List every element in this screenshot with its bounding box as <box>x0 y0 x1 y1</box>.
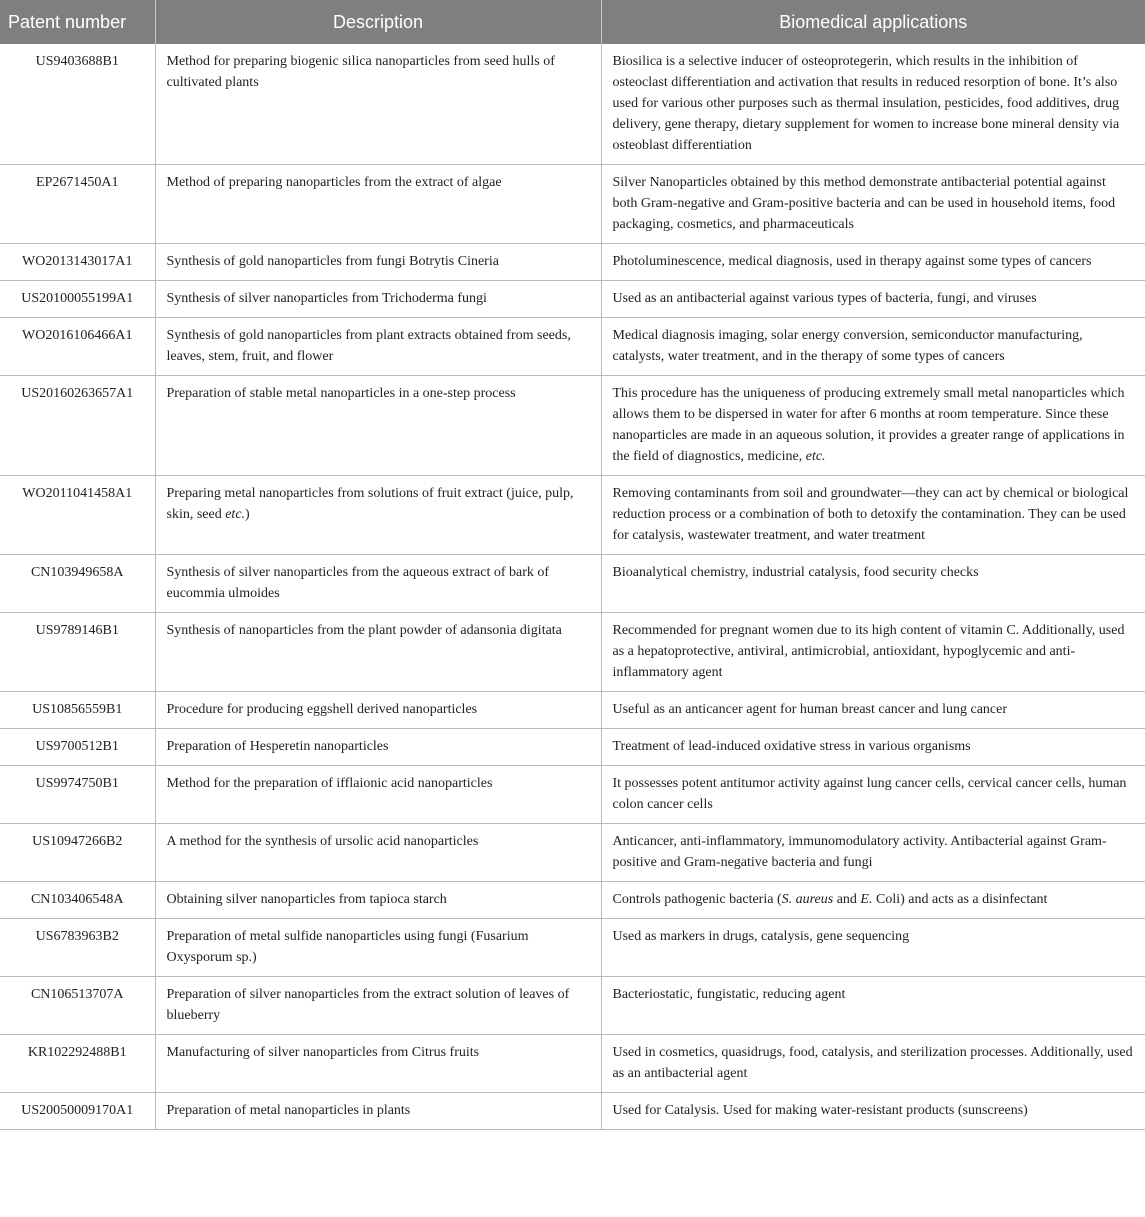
description-cell: Preparing metal nanoparticles from solutions of fruit extract (juice, pulp, skin, seed etc.) <box>155 476 601 555</box>
applications-cell: Silver Nanoparticles obtained by this method demonstrate antibacterial potential against both Gram-negative and Gram-positive bacteria and can be used in household items, food packaging, cosmetics, and pharmaceuticals <box>601 165 1145 244</box>
applications-cell: Used as an antibacterial against various types of bacteria, fungi, and viruses <box>601 281 1145 318</box>
table-row <box>0 692 1145 729</box>
description-cell: Preparation of stable metal nanoparticles in a one-step process <box>155 376 601 476</box>
table-header <box>0 0 1145 44</box>
description-cell: A method for the synthesis of ursolic acid nanoparticles <box>155 824 601 882</box>
patent-number-cell: US9700512B1 <box>0 729 155 766</box>
patent-number-cell: CN106513707A <box>0 977 155 1035</box>
applications-cell: Used as markers in drugs, catalysis, gene sequencing <box>601 919 1145 977</box>
patent-number-cell: WO2011041458A1 <box>0 476 155 555</box>
applications-cell: Anticancer, anti-inflammatory, immunomodulatory activity. Antibacterial against Gram-positive and Gram-negative bacteria and fungi <box>601 824 1145 882</box>
applications-cell: Medical diagnosis imaging, solar energy conversion, semiconductor manufacturing, catalysts, water treatment, and in the therapy of some types of cancers <box>601 318 1145 376</box>
description-cell: Obtaining silver nanoparticles from tapioca starch <box>155 882 601 919</box>
description-cell: Method for the preparation of ifflaionic acid nanoparticles <box>155 766 601 824</box>
description-cell: Preparation of metal sulfide nanoparticles using fungi (Fusarium Oxysporum sp.) <box>155 919 601 977</box>
table-row <box>0 281 1145 318</box>
description-cell: Synthesis of silver nanoparticles from Trichoderma fungi <box>155 281 601 318</box>
table-row <box>0 165 1145 244</box>
table-row <box>0 613 1145 692</box>
table-row <box>0 977 1145 1035</box>
applications-cell: It possesses potent antitumor activity against lung cancer cells, cervical cancer cells, human colon cancer cells <box>601 766 1145 824</box>
patent-number-cell: US20160263657A1 <box>0 376 155 476</box>
patent-number-cell: US9403688B1 <box>0 44 155 165</box>
patent-number-cell: KR102292488B1 <box>0 1035 155 1093</box>
patent-number-cell: WO2016106466A1 <box>0 318 155 376</box>
description-cell: Method for preparing biogenic silica nanoparticles from seed hulls of cultivated plants <box>155 44 601 165</box>
applications-cell: This procedure has the uniqueness of producing extremely small metal nanoparticles which allows them to be dispersed in water for after 6 months at room temperature. Since these nanoparticles are made in an aqueous solution, it provides a greater range of applications in the field of diagnostics, medicine, etc. <box>601 376 1145 476</box>
table-row <box>0 318 1145 376</box>
table-row <box>0 729 1145 766</box>
table-row <box>0 555 1145 613</box>
table-row <box>0 44 1145 165</box>
applications-cell: Treatment of lead-induced oxidative stress in various organisms <box>601 729 1145 766</box>
table-row <box>0 1093 1145 1130</box>
applications-cell: Bacteriostatic, fungistatic, reducing agent <box>601 977 1145 1035</box>
table-row <box>0 919 1145 977</box>
patent-number-cell: US9789146B1 <box>0 613 155 692</box>
table-row <box>0 882 1145 919</box>
table-row <box>0 476 1145 555</box>
patent-number-cell: WO2013143017A1 <box>0 244 155 281</box>
table-row <box>0 244 1145 281</box>
applications-cell: Useful as an anticancer agent for human breast cancer and lung cancer <box>601 692 1145 729</box>
description-cell: Manufacturing of silver nanoparticles from Citrus fruits <box>155 1035 601 1093</box>
description-cell: Preparation of metal nanoparticles in plants <box>155 1093 601 1130</box>
applications-cell: Biosilica is a selective inducer of osteoprotegerin, which results in the inhibition of osteoclast differentiation and activation that results in reduced resorption of bone. It’s also used for various other purposes such as thermal insulation, pesticides, food additives, drug delivery, gene therapy, dietary supplement for women to increase bone mineral density via osteoblast differentiation <box>612 54 1120 153</box>
applications-cell: Used in cosmetics, quasidrugs, food, catalysis, and sterilization processes. Additionally, used as an antibacterial agent <box>601 1035 1145 1093</box>
applications-cell: Used for Catalysis. Used for making water-resistant products (sunscreens) <box>601 1093 1145 1130</box>
applications-cell: Removing contaminants from soil and groundwater—they can act by chemical or biological reduction process or a combination of both to detoxify the contamination. They can be used for catalysis, wastewater treatment, and water treatment <box>601 476 1145 555</box>
description-cell: Preparation of silver nanoparticles from the extract solution of leaves of blueberry <box>155 977 601 1035</box>
applications-cell: Recommended for pregnant women due to its high content of vitamin C. Additionally, used as a hepatoprotective, antiviral, antimicrobial, antioxidant, hypoglycemic and anti-inflammatory agent <box>601 613 1145 692</box>
applications-cell: Photoluminescence, medical diagnosis, used in therapy against some types of cancers <box>601 244 1145 281</box>
patent-number-cell: US20100055199A1 <box>0 281 155 318</box>
table-row <box>0 1035 1145 1093</box>
applications-cell: Bioanalytical chemistry, industrial catalysis, food security checks <box>601 555 1145 613</box>
description-cell: Method of preparing nanoparticles from the extract of algae <box>155 165 601 244</box>
patent-number-cell: EP2671450A1 <box>0 165 155 244</box>
table-body <box>0 44 1145 1130</box>
description-cell: Synthesis of silver nanoparticles from the aqueous extract of bark of eucommia ulmoides <box>155 555 601 613</box>
header-description: Description <box>155 0 601 44</box>
description-cell: Synthesis of nanoparticles from the plant powder of adansonia digitata <box>155 613 601 692</box>
patent-number-cell: US20050009170A1 <box>0 1093 155 1130</box>
applications-cell: Controls pathogenic bacteria (S. aureus and E. Coli) and acts as a disinfectant <box>601 882 1145 919</box>
description-cell: Procedure for producing eggshell derived nanoparticles <box>155 692 601 729</box>
patent-number-cell: US10947266B2 <box>0 824 155 882</box>
description-cell: Synthesis of gold nanoparticles from plant extracts obtained from seeds, leaves, stem, fruit, and flower <box>155 318 601 376</box>
patent-number-cell: CN103949658A <box>0 555 155 613</box>
patent-number-cell: US6783963B2 <box>0 919 155 977</box>
table-row <box>0 766 1145 824</box>
description-cell: Preparation of Hesperetin nanoparticles <box>155 729 601 766</box>
patent-number-cell: CN103406548A <box>0 882 155 919</box>
header-patent-number: Patent number <box>0 0 155 44</box>
header-biomedical-applications: Biomedical applications <box>601 0 1145 44</box>
patent-number-cell: US9974750B1 <box>0 766 155 824</box>
table-row <box>0 376 1145 476</box>
description-cell: Synthesis of gold nanoparticles from fungi Botrytis Cineria <box>155 244 601 281</box>
table-row <box>0 824 1145 882</box>
patent-number-cell: US10856559B1 <box>0 692 155 729</box>
